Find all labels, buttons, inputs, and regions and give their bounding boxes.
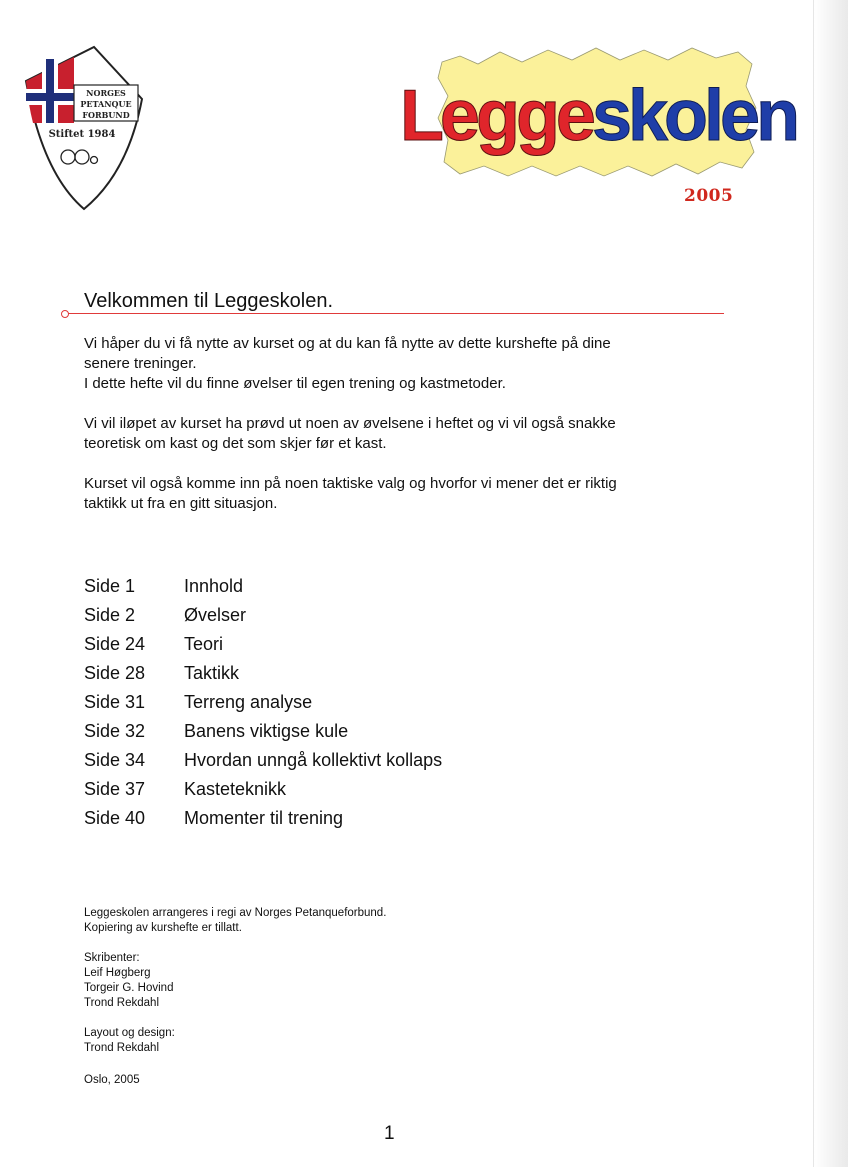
- banner-year: 2005: [684, 186, 734, 206]
- intro-paragraph-1: [84, 334, 684, 394]
- paragraph-line: Kurset vil også komme inn på noen taktiske valg og hvorfor vi mener det er riktig: [84, 475, 617, 492]
- footer-line: Leggeskolen arrangeres i regi av Norges Petanqueforbund.: [84, 907, 387, 919]
- toc-title: Teori: [184, 634, 224, 654]
- toc-row: [84, 688, 442, 717]
- toc-page-number: Side 24: [84, 634, 146, 654]
- heading-rule-dot: [61, 310, 69, 318]
- footer-layout: [84, 1026, 175, 1056]
- toc-page-number: Side 32: [84, 721, 146, 741]
- toc-title: Banens viktigse kule: [184, 721, 349, 741]
- toc-title: Hvordan unngå kollektivt kollaps: [184, 750, 443, 770]
- table-of-contents: [84, 572, 442, 833]
- footer-line: Kopiering av kurshefte er tillatt.: [84, 922, 242, 934]
- writer-name: Leif Høgberg: [84, 967, 151, 979]
- toc-title: Taktikk: [184, 663, 240, 683]
- toc-page-number: Side 1: [84, 576, 136, 596]
- paragraph-line: Vi håper du vi få nytte av kurset og at du kan få nytte av dette kurshefte på dine: [84, 335, 611, 352]
- toc-row: [84, 717, 442, 746]
- heading-rule: [68, 313, 724, 314]
- toc-row: [84, 601, 442, 630]
- toc-title: Momenter til trening: [184, 808, 344, 828]
- footer-place-date: Oslo, 2005: [84, 1074, 140, 1086]
- logo-org-line3: FORBUND: [82, 110, 130, 120]
- logo-org-line2: PETANQUE: [80, 99, 132, 109]
- toc-row: [84, 775, 442, 804]
- toc-row: [84, 804, 442, 833]
- layout-person: Trond Rekdahl: [84, 1042, 160, 1054]
- paragraph-line: teoretisk om kast og det som skjer før et kast.: [84, 435, 387, 452]
- paragraph-line: senere treninger.: [84, 355, 197, 372]
- toc-page-number: Side 31: [84, 692, 146, 712]
- toc-page-number: Side 40: [84, 808, 146, 828]
- toc-row: [84, 659, 442, 688]
- toc-page-number: Side 2: [84, 605, 136, 625]
- paragraph-line: I dette hefte vil du finne øvelser til egen trening og kastmetoder.: [84, 375, 506, 392]
- footer-writers: [84, 951, 173, 1011]
- toc-page-number: Side 37: [84, 779, 146, 799]
- writer-name: Torgeir G. Hovind: [84, 982, 174, 994]
- logo-org-line1: NORGES: [86, 88, 126, 98]
- toc-title: Innhold: [184, 576, 244, 596]
- logo-founded: Stiftet 1984: [48, 129, 116, 140]
- intro-paragraph-2: [84, 414, 684, 454]
- page-title: Velkommen til Leggeskolen.: [84, 290, 334, 312]
- toc-title: Terreng analyse: [184, 692, 313, 712]
- toc-page-number: Side 34: [84, 750, 146, 770]
- intro-paragraph-3: [84, 474, 684, 514]
- banner-title: Leggeskolen: [399, 76, 797, 156]
- toc-title: Øvelser: [184, 605, 247, 625]
- paragraph-line: Vi vil iløpet av kurset ha prøvd ut noen av øvelsene i heftet og vi vil også snakke: [84, 415, 616, 432]
- leggeskolen-banner: [399, 38, 797, 188]
- writer-name: Trond Rekdahl: [84, 997, 160, 1009]
- petanque-federation-logo: [20, 45, 146, 213]
- paragraph-line: taktikk ut fra en gitt situasjon.: [84, 495, 278, 512]
- toc-row: [84, 572, 442, 601]
- writers-label: Skribenter:: [84, 952, 140, 964]
- layout-label: Layout og design:: [84, 1027, 175, 1039]
- page-number: 1: [384, 1123, 395, 1144]
- page-edge: [813, 0, 848, 1167]
- toc-title: Kasteteknikk: [184, 779, 287, 799]
- norwegian-flag-icon: [26, 57, 74, 123]
- toc-row: [84, 746, 442, 775]
- toc-page-number: Side 28: [84, 663, 146, 683]
- toc-row: [84, 630, 442, 659]
- footer-arrangement: [84, 906, 386, 936]
